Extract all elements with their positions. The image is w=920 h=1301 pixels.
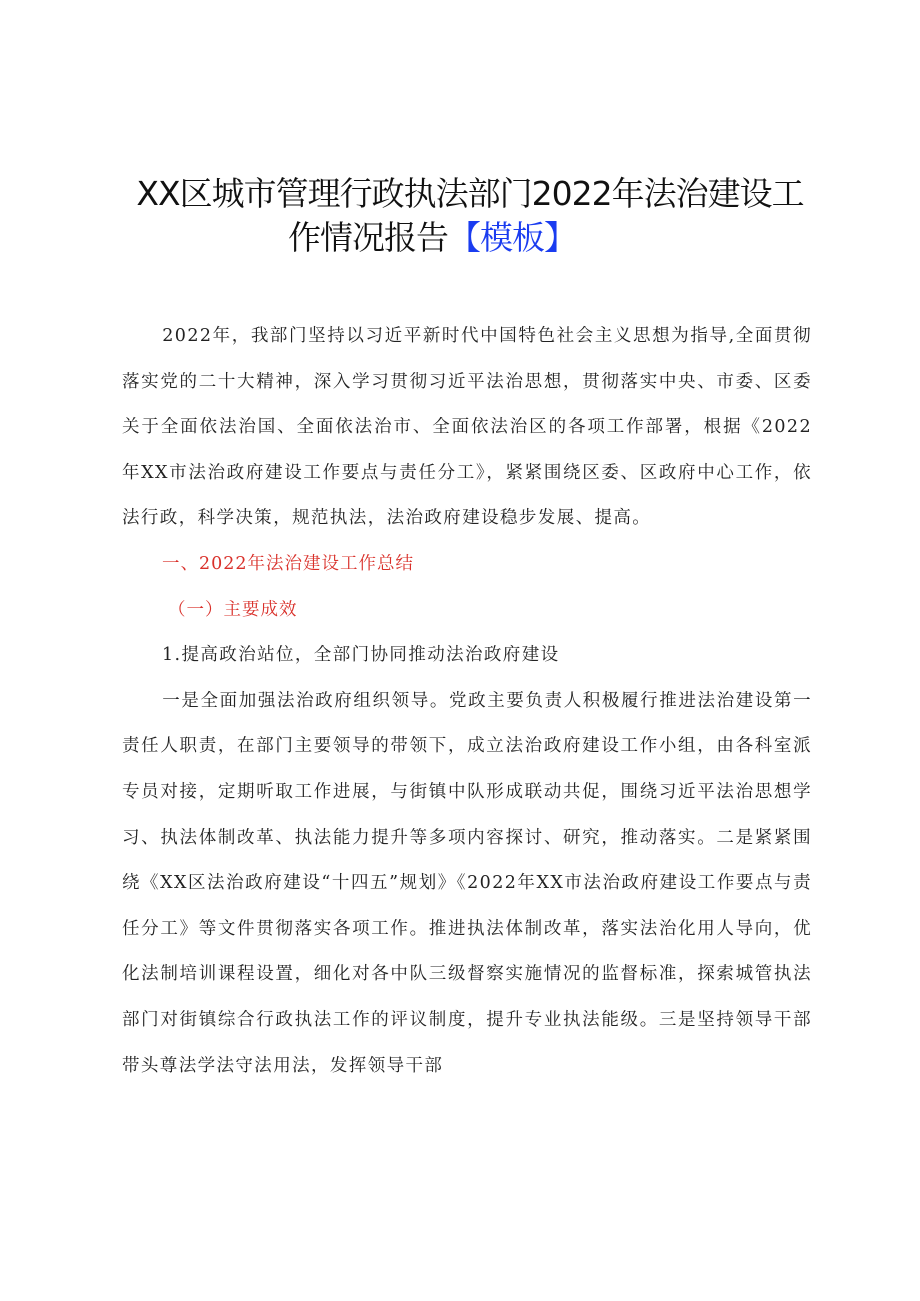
title-line-2-text: 作情况报告 <box>288 218 448 257</box>
document-title <box>120 172 820 260</box>
subsection-heading: （一）主要成效 <box>168 599 298 620</box>
item-heading: 1.提高政治站位，全部门协同推动法治政府建设 <box>162 645 560 666</box>
item-body-paragraph: 一是全面加强法治政府组织领导。党政主要负责人积极履行推进法治建设第一责任人职责，在部门主要领导的带领下，成立法治政府建设工作小组，由各科室派专员对接，定期听取工作进展，与街镇中队形成联动共促，围绕习近平法治思想学习、执法体制改革、执法能力提升等多项内容探讨、研究，推动落实。二是紧紧围绕《XX区法治政府建设“十四五”规划》《2022年XX市法治政府建设工作要点与责任分工》等文件贯彻落实各项工作。推进执法体制改革，落实法治化用人导向，优化法制培训课程设置，细化对各中队三级督察实施情况的监督标准，探索城管执法部门对街镇综合行政执法工作的评议制度，提升专业执法能级。三是坚持领导干部带头尊法学法守法用法，发挥领导干部 <box>122 690 812 1076</box>
section-heading: 一、2022年法治建设工作总结 <box>162 553 415 574</box>
intro-paragraph: 2022年，我部门坚持以习近平新时代中国特色社会主义思想为指导,全面贯彻落实党的二十大精神，深入学习贯彻习近平法治思想，贯彻落实中央、市委、区委关于全面依法治国、全面依法治市、全面依法治区的各项工作部署，根据《2022年XX市法治政府建设工作要点与责任分工》，紧紧围绕区委、区政府中心工作，依法行政，科学决策，规范执法，法治政府建设稳步发展、提高。 <box>122 326 812 529</box>
title-template-tag: 【模板】 <box>448 218 576 257</box>
title-line-2 <box>120 216 820 260</box>
title-line-1: XX区城市管理行政执法部门2022年法治建设工 <box>136 174 804 213</box>
document-body <box>122 314 812 1089</box>
